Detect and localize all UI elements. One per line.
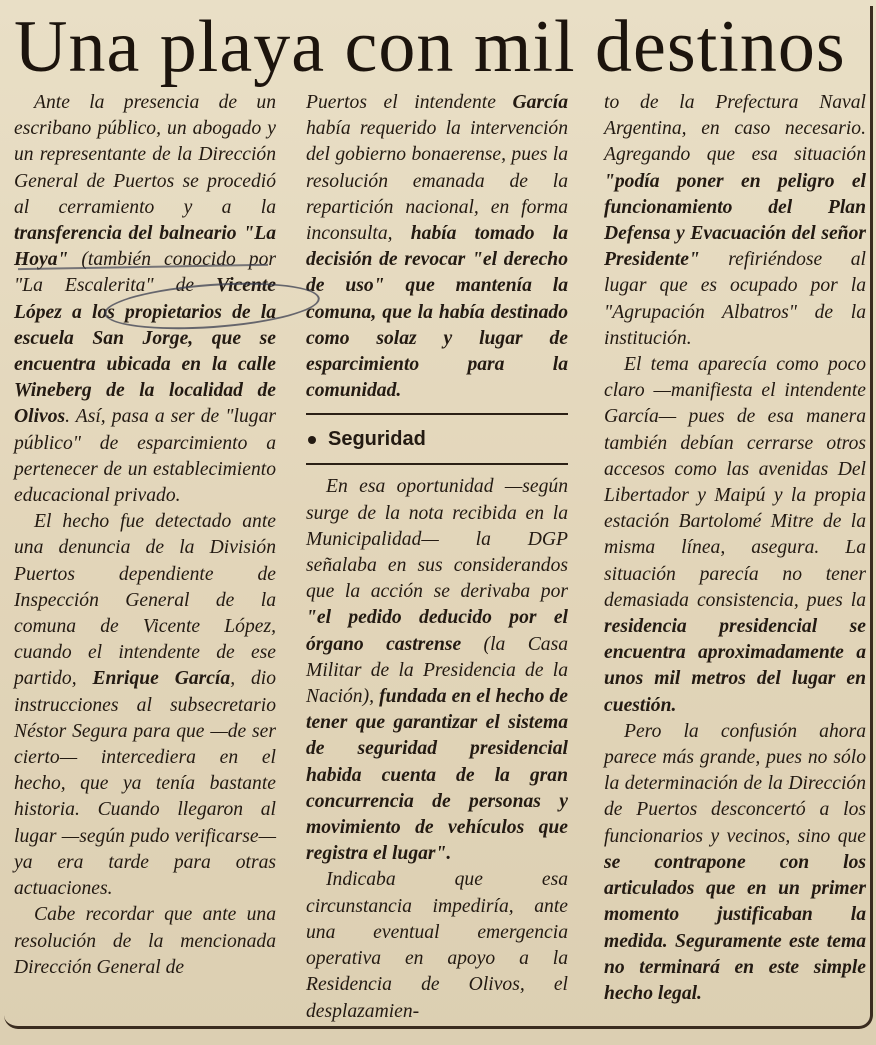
headline: Una playa con mil destinos (14, 6, 846, 88)
paragraph: Puertos el intendente García había requerido la intervención del gobierno bonaerense, pues la resolución emanada de la repartición nacional, en forma inconsulta, había tomado la decisión de revocar "el derecho de uso" que mantenía la comuna, que la había destinado como solaz y lugar de esparcimiento para la comunidad. (306, 92, 568, 402)
article-column-3 (604, 90, 866, 1007)
paragraph: El tema aparecía como poco claro —manifiesta el intendente García— pues de esa manera también debían cerrarse otros accesos como las avenidas Del Libertador y Maipú y la propia estación Bartolomé Mitre de la misma línea, asegura. La situación parecía no tener demasiada consistencia, pues la residencia presidencial se encuentra aproximadamente a unos mil metros del lugar en cuestión. (604, 354, 866, 716)
paragraph: Ante la presencia de un escribano público, un abogado y un representante de la Dirección General de Puertos se procedió al cerramiento y a la transferencia del balneario "La Hoya" (también conocido por "La Escalerita" de Vicente López a los propietarios de la escuela San Jorge, que se encuentra ubicada en la calle Wineberg de la localidad de Olivos. Así, pasa a ser de "lugar público" de esparcimiento a pertenecer de un establecimiento educacional privado. (14, 92, 276, 507)
paragraph: En esa oportunidad —según surge de la nota recibida en la Municipalidad— la DGP señalaba en sus considerandos que la acción se derivaba por "el pedido deducido por el órgano castrense (la Casa Militar de la Presidencia de la Nación), fundada en el hecho de tener que garantizar el sistema de seguridad presidencial habida cuenta de la gran concurrencia de personas y movimiento de vehículos que registra el lugar". (306, 476, 569, 865)
paragraph: Cabe recordar que ante una resolución de la mencionada Dirección General de (14, 904, 276, 978)
section-rule (306, 413, 568, 415)
paragraph: Indicaba que esa circunstancia impediría, ante una eventual emergencia operativa en apoyo a la Residencia de Olivos, el desplazamien- (306, 869, 568, 1022)
paragraph: to de la Prefectura Naval Argentina, en caso necesario. Agregando que esa situación "podía poner en peligro el funcionamiento del Plan Defensa y Evacuación del señor Presidente" refiriéndose al lugar que es ocupado por la "Agrupación Albatros" de la institución. (604, 92, 866, 349)
section-rule (306, 463, 568, 465)
article-column-1 (14, 90, 276, 981)
section-subheading: Seguridad (308, 424, 568, 454)
paragraph: Pero la confusión ahora parece más grande, pues no sólo la determinación de la Dirección de Puertos desconcertó a los funcionarios y vecinos, sino que se contrapone con los articulados que en un primer momento justificaban la medida. Seguramente este tema no terminará en este simple hecho legal. (604, 720, 866, 1004)
paragraph: El hecho fue detectado ante una denuncia de la División Puertos dependiente de Inspección General de la comuna de Vicente López, cuando el intendente de ese partido, Enrique García, dio instrucciones al subsecretario Néstor Segura para que —de ser cierto— intercediera en el hecho, que ya tenía bastante historia. Cuando llegaron al lugar —según pudo verificarse— ya era tarde para otras actuaciones. (14, 511, 276, 900)
article-column-2 (306, 90, 568, 1025)
bullet-icon (308, 436, 316, 444)
